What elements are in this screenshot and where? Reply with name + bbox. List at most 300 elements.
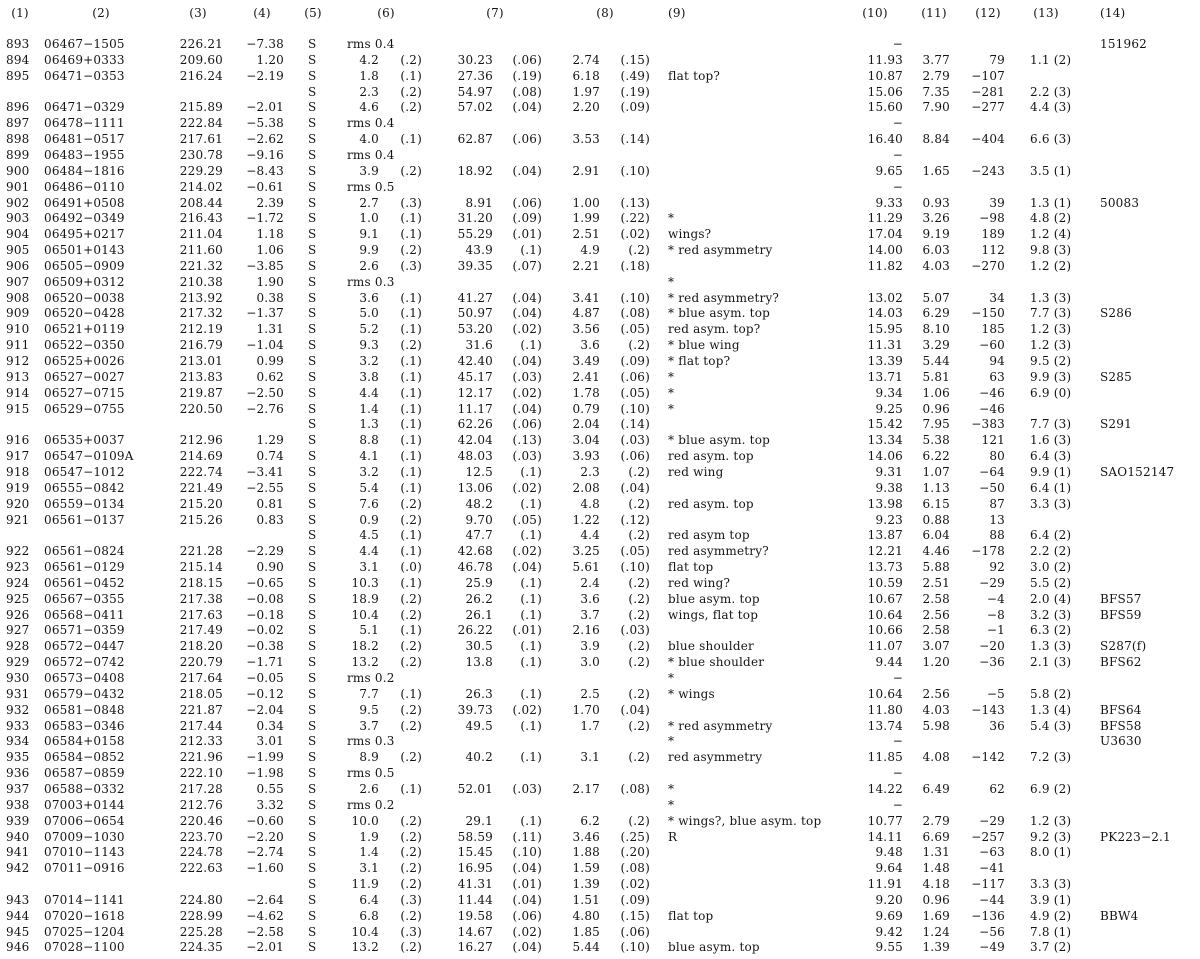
col-13-value: 9.5 (2) bbox=[1030, 354, 1072, 368]
col-11-value: 3.26 bbox=[922, 211, 950, 225]
col-6-error: (.1) bbox=[400, 544, 422, 558]
col-6-value: 10.0 bbox=[351, 814, 379, 828]
col-8-error: (.20) bbox=[620, 845, 650, 859]
header-col-12: (12) bbox=[975, 6, 1001, 20]
col-6-error: (.1) bbox=[400, 433, 422, 447]
col-8-error: (.2) bbox=[628, 528, 650, 542]
col-5-flag: S bbox=[308, 132, 317, 146]
col-7-value: 26.1 bbox=[465, 608, 493, 622]
col-3-value: 217.32 bbox=[179, 306, 223, 320]
col-7-value: 14.67 bbox=[457, 925, 493, 939]
col-7-value: 19.58 bbox=[457, 909, 493, 923]
col-12-value: −98 bbox=[979, 211, 1005, 225]
col-5-flag: S bbox=[308, 782, 317, 796]
col-6-error: (.1) bbox=[400, 481, 422, 495]
col-8-value: 3.7 bbox=[580, 608, 600, 622]
col-9-comment: red asym. top? bbox=[668, 322, 761, 336]
col-12-value: 34 bbox=[989, 291, 1005, 305]
col-8-error: (.03) bbox=[620, 433, 650, 447]
col-9-comment: flat top bbox=[668, 560, 714, 574]
col-7-value: 11.44 bbox=[457, 893, 493, 907]
col-13-value: 2.1 (3) bbox=[1030, 655, 1072, 669]
col-6-value: 9.9 bbox=[359, 243, 379, 257]
col-7-error: (.13) bbox=[512, 433, 542, 447]
col-5-flag: S bbox=[308, 116, 317, 130]
col-4-value: 0.81 bbox=[256, 497, 284, 511]
col-13-value: 3.7 (2) bbox=[1030, 940, 1072, 954]
header-col-1: (1) bbox=[11, 6, 29, 20]
col-3-value: 211.04 bbox=[179, 227, 223, 241]
col-4-value: 0.83 bbox=[256, 513, 284, 527]
col-4-value: 1.90 bbox=[256, 275, 284, 289]
col-11-value: 6.29 bbox=[922, 306, 950, 320]
col-11-value: 1.31 bbox=[922, 845, 950, 859]
col-10-value: 13.87 bbox=[867, 528, 903, 542]
col-7-value: 45.17 bbox=[457, 370, 493, 384]
col-3-value: 217.49 bbox=[179, 623, 223, 637]
col-12-value: −50 bbox=[979, 481, 1005, 495]
col-10-value: 11.29 bbox=[867, 211, 903, 225]
col-10-value: − bbox=[892, 766, 903, 780]
col-index: 904 bbox=[6, 227, 30, 241]
col-12-value: −270 bbox=[971, 259, 1005, 273]
col-14-identifier: BFS57 bbox=[1100, 592, 1142, 606]
col-index: 899 bbox=[6, 148, 30, 162]
col-7-value: 15.45 bbox=[457, 845, 493, 859]
col-source-name: 06495+0217 bbox=[44, 227, 125, 241]
col-14-identifier: 151962 bbox=[1100, 37, 1148, 51]
col-6-error: (.1) bbox=[400, 227, 422, 241]
col-4-value: −2.58 bbox=[246, 925, 284, 939]
col-12-value: −5 bbox=[986, 687, 1005, 701]
col-7-error: (.1) bbox=[520, 750, 542, 764]
col-12-value: 121 bbox=[981, 433, 1005, 447]
col-3-value: 222.74 bbox=[179, 465, 223, 479]
col-14-identifier: S291 bbox=[1100, 417, 1132, 431]
col-8-error: (.15) bbox=[620, 909, 650, 923]
col-8-error: (.2) bbox=[628, 608, 650, 622]
col-source-name: 06535+0037 bbox=[44, 433, 125, 447]
col-8-value: 3.46 bbox=[572, 830, 600, 844]
col-7-error: (.11) bbox=[512, 830, 542, 844]
col-12-value: −63 bbox=[979, 845, 1005, 859]
col-9-comment: * blue wing bbox=[668, 338, 740, 352]
col-11-value: 1.39 bbox=[922, 940, 950, 954]
col-10-value: − bbox=[892, 180, 903, 194]
col-3-value: 215.89 bbox=[179, 100, 223, 114]
col-9-comment: * flat top? bbox=[668, 354, 731, 368]
col-12-value: −178 bbox=[971, 544, 1005, 558]
col-6-error: (.1) bbox=[400, 211, 422, 225]
col-11-value: 0.88 bbox=[922, 513, 950, 527]
col-13-value: 2.2 (3) bbox=[1030, 85, 1072, 99]
col-10-value: 10.77 bbox=[867, 814, 903, 828]
col-7-value: 42.68 bbox=[457, 544, 493, 558]
col-6-error: (.1) bbox=[400, 417, 422, 431]
col-3-value: 216.24 bbox=[179, 69, 223, 83]
col-8-value: 1.39 bbox=[572, 877, 600, 891]
col-12-value: 80 bbox=[989, 449, 1005, 463]
header-col-7: (7) bbox=[486, 6, 504, 20]
col-10-value: 11.85 bbox=[867, 750, 903, 764]
col-6-value: 4.1 bbox=[359, 449, 379, 463]
col-12-value: 94 bbox=[989, 354, 1005, 368]
col-11-value: 4.03 bbox=[922, 259, 950, 273]
col-8-value: 3.6 bbox=[580, 338, 600, 352]
col-3-value: 219.87 bbox=[179, 386, 223, 400]
col-10-value: 16.40 bbox=[867, 132, 903, 146]
col-source-name: 06573−0408 bbox=[44, 671, 125, 685]
col-source-name: 06547−1012 bbox=[44, 465, 125, 479]
col-8-error: (.08) bbox=[620, 306, 650, 320]
col-11-value: 1.69 bbox=[922, 909, 950, 923]
col-12-value: −29 bbox=[979, 576, 1005, 590]
col-4-value: 3.32 bbox=[256, 798, 284, 812]
col-3-value: 224.35 bbox=[179, 940, 223, 954]
col-4-value: −2.50 bbox=[246, 386, 284, 400]
col-3-value: 209.60 bbox=[179, 53, 223, 67]
col-7-error: (.06) bbox=[512, 196, 542, 210]
col-source-name: 07010−1143 bbox=[44, 845, 125, 859]
col-3-value: 221.96 bbox=[179, 750, 223, 764]
col-11-value: 6.03 bbox=[922, 243, 950, 257]
col-12-value: 79 bbox=[989, 53, 1005, 67]
col-4-value: −2.76 bbox=[246, 402, 284, 416]
col-7-error: (.1) bbox=[520, 814, 542, 828]
col-13-value: 6.6 (3) bbox=[1030, 132, 1072, 146]
col-5-flag: S bbox=[308, 402, 317, 416]
col-13-value: 6.3 (2) bbox=[1030, 623, 1072, 637]
col-10-value: 9.23 bbox=[875, 513, 903, 527]
col-11-value: 6.04 bbox=[922, 528, 950, 542]
col-3-value: 212.76 bbox=[179, 798, 223, 812]
col-6-value: 3.6 bbox=[359, 291, 379, 305]
col-7-value: 31.20 bbox=[457, 211, 493, 225]
col-index: 915 bbox=[6, 402, 30, 416]
col-8-value: 1.70 bbox=[572, 703, 600, 717]
col-10-value: 9.38 bbox=[875, 481, 903, 495]
col-rms: rms 0.5 bbox=[347, 766, 395, 780]
col-6-value: 18.2 bbox=[351, 639, 379, 653]
col-index: 930 bbox=[6, 671, 30, 685]
col-8-value: 1.22 bbox=[572, 513, 600, 527]
col-5-flag: S bbox=[308, 861, 317, 875]
col-11-value: 4.18 bbox=[922, 877, 950, 891]
col-8-value: 4.87 bbox=[572, 306, 600, 320]
col-4-value: −1.71 bbox=[246, 655, 284, 669]
col-source-name: 06572−0742 bbox=[44, 655, 125, 669]
col-8-value: 2.74 bbox=[572, 53, 600, 67]
col-12-value: −107 bbox=[971, 69, 1005, 83]
col-7-error: (.04) bbox=[512, 100, 542, 114]
col-source-name: 06501+0143 bbox=[44, 243, 125, 257]
col-4-value: −1.72 bbox=[246, 211, 284, 225]
col-7-error: (.02) bbox=[512, 322, 542, 336]
col-8-error: (.2) bbox=[628, 655, 650, 669]
col-8-value: 2.51 bbox=[572, 227, 600, 241]
col-8-error: (.2) bbox=[628, 465, 650, 479]
col-source-name: 06559−0134 bbox=[44, 497, 125, 511]
col-7-error: (.1) bbox=[520, 592, 542, 606]
col-source-name: 07003+0144 bbox=[44, 798, 125, 812]
col-8-value: 1.51 bbox=[572, 893, 600, 907]
col-6-error: (.2) bbox=[400, 592, 422, 606]
col-rms: rms 0.4 bbox=[347, 148, 395, 162]
col-8-error: (.2) bbox=[628, 719, 650, 733]
col-13-value: 1.3 (1) bbox=[1030, 196, 1072, 210]
col-10-value: 9.42 bbox=[875, 925, 903, 939]
col-4-value: 0.90 bbox=[256, 560, 284, 574]
col-index: 940 bbox=[6, 830, 30, 844]
col-3-value: 220.79 bbox=[179, 655, 223, 669]
col-5-flag: S bbox=[308, 909, 317, 923]
col-6-error: (.1) bbox=[400, 306, 422, 320]
header-col-2: (2) bbox=[92, 6, 110, 20]
col-6-value: 1.4 bbox=[359, 845, 379, 859]
col-7-error: (.1) bbox=[520, 338, 542, 352]
col-13-value: 3.5 (1) bbox=[1030, 164, 1072, 178]
col-12-value: −404 bbox=[971, 132, 1005, 146]
col-13-value: 1.2 (3) bbox=[1030, 322, 1072, 336]
col-5-flag: S bbox=[308, 766, 317, 780]
col-8-value: 2.91 bbox=[572, 164, 600, 178]
col-7-error: (.03) bbox=[512, 370, 542, 384]
col-10-value: 9.64 bbox=[875, 861, 903, 875]
col-index: 931 bbox=[6, 687, 30, 701]
col-13-value: 7.2 (3) bbox=[1030, 750, 1072, 764]
col-7-value: 52.01 bbox=[457, 782, 493, 796]
col-5-flag: S bbox=[308, 386, 317, 400]
col-index: 914 bbox=[6, 386, 30, 400]
col-3-value: 220.46 bbox=[179, 814, 223, 828]
col-source-name: 06505−0909 bbox=[44, 259, 125, 273]
col-7-value: 48.2 bbox=[465, 497, 493, 511]
col-7-error: (.03) bbox=[512, 782, 542, 796]
col-6-value: 5.0 bbox=[359, 306, 379, 320]
col-3-value: 221.87 bbox=[179, 703, 223, 717]
col-8-value: 0.79 bbox=[572, 402, 600, 416]
col-8-error: (.13) bbox=[620, 196, 650, 210]
col-11-value: 8.10 bbox=[922, 322, 950, 336]
col-source-name: 06509+0312 bbox=[44, 275, 125, 289]
col-11-value: 1.07 bbox=[922, 465, 950, 479]
col-12-value: −383 bbox=[971, 417, 1005, 431]
header-col-14: (14) bbox=[1100, 6, 1126, 20]
col-3-value: 212.96 bbox=[179, 433, 223, 447]
col-index: 936 bbox=[6, 766, 30, 780]
col-index: 942 bbox=[6, 861, 30, 875]
col-8-error: (.08) bbox=[620, 861, 650, 875]
col-9-comment: red asym top bbox=[668, 528, 750, 542]
col-7-error: (.04) bbox=[512, 861, 542, 875]
col-13-value: 9.8 (3) bbox=[1030, 243, 1072, 257]
col-10-value: 11.80 bbox=[867, 703, 903, 717]
col-6-value: 4.4 bbox=[359, 544, 379, 558]
col-3-value: 215.20 bbox=[179, 497, 223, 511]
col-4-value: 0.74 bbox=[256, 449, 284, 463]
col-4-value: −0.61 bbox=[246, 180, 284, 194]
col-12-value: 87 bbox=[989, 497, 1005, 511]
col-6-error: (.2) bbox=[400, 703, 422, 717]
col-11-value: 1.48 bbox=[922, 861, 950, 875]
col-8-value: 4.4 bbox=[580, 528, 600, 542]
col-8-error: (.08) bbox=[620, 782, 650, 796]
col-3-value: 217.64 bbox=[179, 671, 223, 685]
col-7-error: (.1) bbox=[520, 243, 542, 257]
col-9-comment: * blue asym. top bbox=[668, 306, 771, 320]
col-12-value: 185 bbox=[981, 322, 1005, 336]
col-6-value: 3.2 bbox=[359, 465, 379, 479]
col-source-name: 07006−0654 bbox=[44, 814, 125, 828]
col-6-error: (.1) bbox=[400, 402, 422, 416]
col-10-value: 13.98 bbox=[867, 497, 903, 511]
col-6-error: (.1) bbox=[400, 132, 422, 146]
col-8-error: (.2) bbox=[628, 814, 650, 828]
col-11-value: 4.03 bbox=[922, 703, 950, 717]
col-5-flag: S bbox=[308, 560, 317, 574]
col-index: 908 bbox=[6, 291, 30, 305]
col-6-value: 3.9 bbox=[359, 164, 379, 178]
col-3-value: 217.44 bbox=[179, 719, 223, 733]
col-5-flag: S bbox=[308, 322, 317, 336]
col-6-error: (.2) bbox=[400, 100, 422, 114]
col-5-flag: S bbox=[308, 338, 317, 352]
col-11-value: 1.20 bbox=[922, 655, 950, 669]
col-source-name: 06527−0027 bbox=[44, 370, 125, 384]
col-9-comment: red wing? bbox=[668, 576, 731, 590]
col-index: 939 bbox=[6, 814, 30, 828]
col-6-value: 8.9 bbox=[359, 750, 379, 764]
col-5-flag: S bbox=[308, 306, 317, 320]
col-rms: rms 0.2 bbox=[347, 671, 395, 685]
col-7-error: (.1) bbox=[520, 576, 542, 590]
col-11-value: 5.81 bbox=[922, 370, 950, 384]
col-6-value: 4.2 bbox=[359, 53, 379, 67]
col-6-value: 5.1 bbox=[359, 623, 379, 637]
col-7-error: (.02) bbox=[512, 703, 542, 717]
col-12-value: 92 bbox=[989, 560, 1005, 574]
col-5-flag: S bbox=[308, 814, 317, 828]
col-6-value: 1.4 bbox=[359, 402, 379, 416]
col-6-error: (.3) bbox=[400, 893, 422, 907]
col-source-name: 07011−0916 bbox=[44, 861, 125, 875]
col-6-value: 8.8 bbox=[359, 433, 379, 447]
col-index: 894 bbox=[6, 53, 30, 67]
col-13-value: 1.2 (4) bbox=[1030, 227, 1072, 241]
col-8-value: 3.93 bbox=[572, 449, 600, 463]
col-10-value: 14.11 bbox=[867, 830, 903, 844]
col-10-value: 13.34 bbox=[867, 433, 903, 447]
col-5-flag: S bbox=[308, 449, 317, 463]
col-5-flag: S bbox=[308, 243, 317, 257]
col-6-error: (.2) bbox=[400, 497, 422, 511]
col-9-comment: * bbox=[668, 275, 675, 289]
col-6-error: (.1) bbox=[400, 576, 422, 590]
col-3-value: 229.29 bbox=[179, 164, 223, 178]
col-11-value: 0.93 bbox=[922, 196, 950, 210]
col-7-error: (.04) bbox=[512, 402, 542, 416]
col-4-value: −8.43 bbox=[246, 164, 284, 178]
col-11-value: 6.69 bbox=[922, 830, 950, 844]
col-4-value: 2.39 bbox=[256, 196, 284, 210]
col-14-identifier: BBW4 bbox=[1100, 909, 1139, 923]
col-10-value: 15.42 bbox=[867, 417, 903, 431]
col-7-value: 62.87 bbox=[457, 132, 493, 146]
col-5-flag: S bbox=[308, 830, 317, 844]
col-6-value: 4.0 bbox=[359, 132, 379, 146]
col-5-flag: S bbox=[308, 703, 317, 717]
col-12-value: 36 bbox=[989, 719, 1005, 733]
col-8-error: (.06) bbox=[620, 370, 650, 384]
col-10-value: − bbox=[892, 37, 903, 51]
col-6-error: (.1) bbox=[400, 354, 422, 368]
col-14-identifier: BFS58 bbox=[1100, 719, 1142, 733]
col-11-value: 5.44 bbox=[922, 354, 950, 368]
col-4-value: −2.01 bbox=[246, 100, 284, 114]
col-12-value: −8 bbox=[986, 608, 1005, 622]
col-10-value: 9.33 bbox=[875, 196, 903, 210]
col-10-value: 13.74 bbox=[867, 719, 903, 733]
col-3-value: 222.10 bbox=[179, 766, 223, 780]
col-8-value: 3.1 bbox=[580, 750, 600, 764]
header-col-11: (11) bbox=[921, 6, 947, 20]
col-source-name: 06571−0359 bbox=[44, 623, 125, 637]
col-10-value: 11.93 bbox=[867, 53, 903, 67]
col-12-value: −46 bbox=[979, 386, 1005, 400]
col-6-error: (.2) bbox=[400, 909, 422, 923]
col-9-comment: red asymmetry? bbox=[668, 544, 769, 558]
col-11-value: 0.96 bbox=[922, 893, 950, 907]
col-6-value: 2.7 bbox=[359, 196, 379, 210]
col-11-value: 2.79 bbox=[922, 814, 950, 828]
col-13-value: 6.4 (2) bbox=[1030, 528, 1072, 542]
col-5-flag: S bbox=[308, 211, 317, 225]
col-7-error: (.09) bbox=[512, 211, 542, 225]
col-5-flag: S bbox=[308, 528, 317, 542]
col-3-value: 223.70 bbox=[179, 830, 223, 844]
col-7-value: 46.78 bbox=[457, 560, 493, 574]
col-6-value: 9.1 bbox=[359, 227, 379, 241]
col-10-value: 9.55 bbox=[875, 940, 903, 954]
col-13-value: 6.9 (2) bbox=[1030, 782, 1072, 796]
col-8-value: 4.80 bbox=[572, 909, 600, 923]
col-5-flag: S bbox=[308, 275, 317, 289]
col-index: 912 bbox=[6, 354, 30, 368]
col-8-error: (.03) bbox=[620, 623, 650, 637]
col-8-error: (.12) bbox=[620, 513, 650, 527]
col-8-error: (.06) bbox=[620, 925, 650, 939]
col-6-error: (.2) bbox=[400, 164, 422, 178]
col-11-value: 5.38 bbox=[922, 433, 950, 447]
col-7-error: (.06) bbox=[512, 909, 542, 923]
col-source-name: 06555−0842 bbox=[44, 481, 125, 495]
col-13-value: 9.2 (3) bbox=[1030, 830, 1072, 844]
col-6-value: 9.5 bbox=[359, 703, 379, 717]
col-7-value: 39.73 bbox=[457, 703, 493, 717]
col-12-value: −281 bbox=[971, 85, 1005, 99]
col-4-value: 1.20 bbox=[256, 53, 284, 67]
col-10-value: − bbox=[892, 798, 903, 812]
col-5-flag: S bbox=[308, 671, 317, 685]
col-5-flag: S bbox=[308, 497, 317, 511]
col-9-comment: red asym. top bbox=[668, 449, 754, 463]
col-7-value: 25.9 bbox=[465, 576, 493, 590]
col-9-comment: * bbox=[668, 402, 675, 416]
col-index: 944 bbox=[6, 909, 30, 923]
col-7-value: 12.17 bbox=[457, 386, 493, 400]
col-3-value: 217.63 bbox=[179, 608, 223, 622]
col-3-value: 228.99 bbox=[179, 909, 223, 923]
